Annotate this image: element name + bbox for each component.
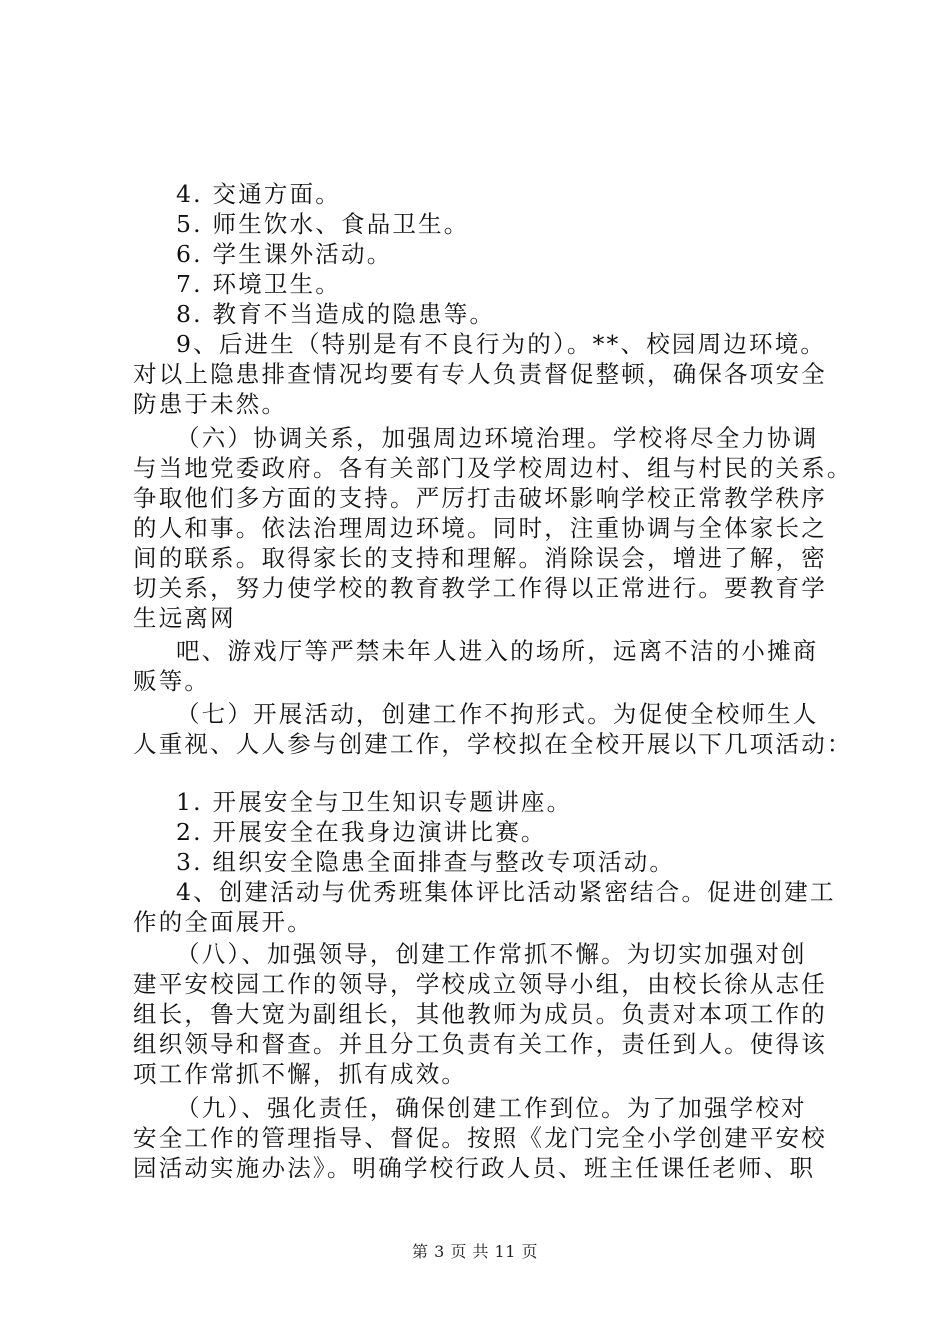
text-line: 组织领导和督查。并且分工负责有关工作，责任到人。使得该 [133,1030,827,1058]
text-line: （九）、强化责任，确保创建工作到位。为了加强学校对 [176,1094,807,1122]
text-line: 吧、游戏厅等严禁未年人进入的场所，远离不洁的小摊商 [176,637,819,665]
text-line: 安全工作的管理指导、督促。按照《龙门完全小学创建平安校 [133,1124,827,1152]
text-line: （六）协调关系，加强周边环境治理。学校将尽全力协调 [176,424,819,452]
text-line: 间的联系。取得家长的支持和理解。消除误会，增进了解，密 [133,544,827,572]
text-line: 切关系，努力使学校的教育教学工作得以正常进行。要教育学 [133,574,827,602]
text-line: 3. 组织安全隐患全面排查与整改专项活动。 [176,848,676,876]
text-line: 2. 开展安全在我身边演讲比赛。 [176,818,547,846]
text-line: 建平安校园工作的领导，学校成立领导小组，由校长徐从志任 [133,970,827,998]
text-line: 6. 学生课外活动。 [176,240,393,268]
text-line: 贩等。 [133,667,211,695]
text-line: 7. 环境卫生。 [176,270,341,298]
text-line: 组长，鲁大宽为副组长，其他教师为成员。负责对本项工作的 [133,1000,827,1028]
page-number-footer: 第 3 页 共 11 页 [412,1242,538,1261]
text-line: 生远离网 [133,604,236,632]
text-line: 争取他们多方面的支持。严厉打击破坏影响学校正常教学秩序 [133,484,827,512]
text-line: 与当地党委政府。各有关部门及学校周边村、组与村民的关系。 [133,454,853,482]
text-line: 项工作常抓不懈，抓有成效。 [133,1060,468,1088]
text-line: 9、后进生（特别是有不良行为的）。**、校园周边环境。 [176,330,827,358]
text-line: 4. 交通方面。 [176,180,341,208]
text-line: （八）、加强领导，创建工作常抓不懈。为切实加强对创 [176,940,807,968]
text-line: 的人和事。依法治理周边环境。同时，注重协调与全体家长之 [133,514,827,542]
text-line: 5. 师生饮水、食品卫生。 [176,210,470,238]
text-line: 防患于未然。 [133,390,288,418]
text-line: 4、创建活动与优秀班集体评比活动紧密结合。促进创建工 [176,878,836,906]
text-line: 1. 开展安全与卫生知识专题讲座。 [176,788,573,816]
text-line: 8. 教育不当造成的隐患等。 [176,300,496,328]
text-line: 人重视、人人参与创建工作，学校拟在全校开展以下几项活动： [133,730,853,758]
text-line: 园活动实施办法》。明确学校行政人员、班主任课任老师、职 [133,1154,816,1182]
text-line: 对以上隐患排查情况均要有专人负责督促整顿，确保各项安全 [133,360,827,388]
text-line: （七）开展活动，创建工作不拘形式。为促使全校师生人 [176,700,819,728]
text-line: 作的全面展开。 [133,908,313,936]
